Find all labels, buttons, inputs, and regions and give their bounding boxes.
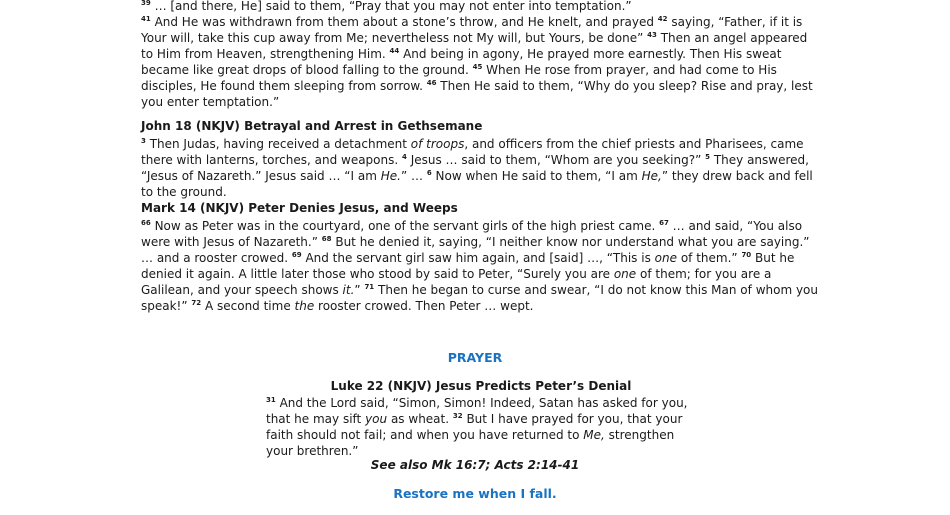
verse-number: 71 (364, 283, 375, 291)
see-also-reference: See also Mk 16:7; Acts 2:14-41 (370, 458, 580, 472)
verse-number: 72 (191, 299, 202, 307)
verse-number: 6 (426, 169, 432, 177)
verse-number: 66 (141, 219, 151, 227)
john-passage (141, 118, 821, 200)
passage-text: $^3$ Then Judas, having received a detachment of troops, and officers from the chief priests and Pharisees, came there with lanterns, torches, and weapons. $^4$ Jesus … said to them, “Whom are you seeking?” $^5$ They answered, “Jesus of Nazareth.” Jesus said … “I am He.” … $^6$ Now when He said to them, “I am He,” they drew back and fell to the ground. (141, 137, 813, 199)
passage-text: $^{66}$ Now as Peter was in the courtyard, one of the servant girls of the high priest came. $^{67}$ … and said, “You also were with Jesus of Nazareth.” $^{68}$ But he denied it, saying, “I neither know nor understand what you are saying.” … and a rooster crowed. $^{69}$ And the servant girl saw him again, and [said] …, “This is one of them.” $^{70}$ But he denied it again. A little later those who stood by said to Peter, “Surely you are one of them; for you are a Galilean, and your speech shows it.” $^{71}$ Then he began to curse and swear, “I do not know this Man of whom you speak!” $^{72}$ A second time the rooster crowed. Then Peter … wept. (141, 219, 819, 313)
verse-number: 42 (657, 15, 668, 23)
closing-prayer: Restore me when I fall. (393, 486, 557, 501)
verse-number: 39 (141, 0, 151, 7)
verse-number: 4 (402, 153, 407, 161)
verse-number: 67 (659, 219, 669, 227)
verse-number: 44 (389, 47, 400, 55)
verse-number: 3 (141, 137, 146, 145)
verse-number: 31 (266, 396, 276, 404)
mark-passage (141, 200, 821, 314)
prayer-passage (266, 378, 696, 459)
passage-text: $^{31}$ And the Lord said, “Simon, Simon! Indeed, Satan has asked for you, that he may sift you as wheat. $^{32}$ But I have prayed for you, that your faith should not fail; and when you have returned to Me, strengthen your brethren.” (266, 396, 688, 458)
verse-number: 69 (291, 251, 302, 259)
verse-number: 68 (321, 235, 332, 243)
verse-number: 45 (472, 63, 483, 71)
verse-number: 46 (426, 79, 437, 87)
prayer-title: PRAYER (447, 350, 503, 365)
passage-heading: Mark 14 (NKJV) Peter Denies Jesus, and Weeps (141, 201, 458, 215)
verse-number: 41 (141, 15, 151, 23)
verse-number: 43 (647, 31, 657, 39)
verse-number: 70 (741, 251, 752, 259)
verse-number: 5 (705, 153, 711, 161)
passage-heading: Luke 22 (NKJV) Jesus Predicts Peter’s Denial (330, 379, 632, 393)
verse-number: 32 (452, 412, 463, 420)
passage-heading: John 18 (NKJV) Betrayal and Arrest in Gethsemane (141, 119, 483, 133)
passage-text: $^{39}$ … [and there, He] said to them, “Pray that you may not enter into temptation.” $^{41}$ And He was withdrawn from them about a stone’s throw, and He knelt, and prayed $^{42}$ saying, “Father, if it is Your will, take this cup away from Me; nevertheless not My will, but Yours, be done” $^{43}$ Then an angel appeared to Him from Heaven, strengthening Him. $^{44}$ And being in agony, He prayed more earnestly. Then His sweat became like great drops of blood falling to the ground. $^{45}$ When He rose from prayer, and had come to His disciples, He found them sleeping from sorrow. $^{46}$ Then He said to them, “Why do you sleep? Rise and pray, lest you enter temptation.” (141, 0, 813, 109)
luke-passage-continuation (141, 0, 821, 110)
